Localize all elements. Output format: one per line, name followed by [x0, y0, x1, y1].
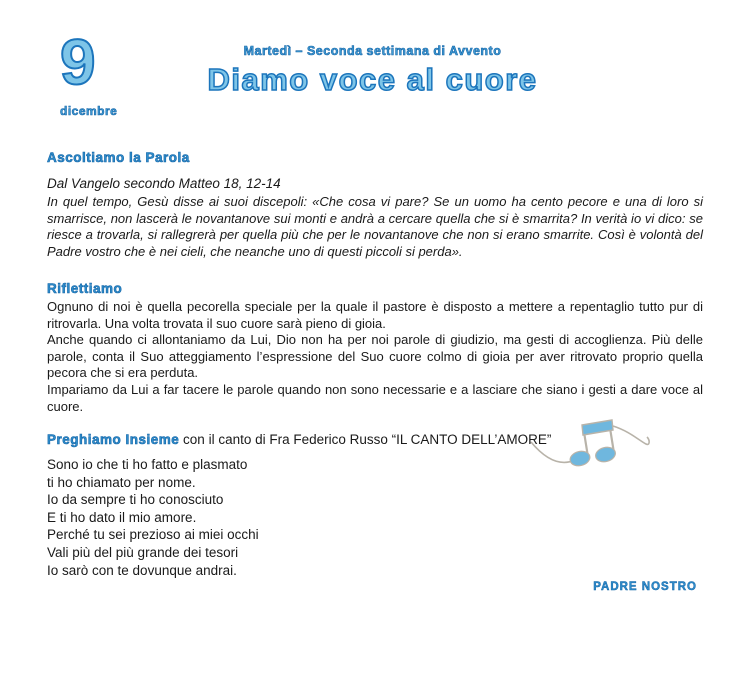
prayer-intro-text: con il canto di Fra Federico Russo “IL CANTO DELL’AMORE”	[179, 432, 552, 447]
closing-prayer-label: PADRE NOSTRO	[593, 581, 697, 593]
lyric-line: Io da sempre ti ho conosciuto	[47, 492, 224, 508]
reflection-paragraph: Ognuno di noi è quella pecorella speciale per la quale il pastore è disposto a mettere a repentaglio tutto pur di ritrovarla. Una volta trovata il suo cuore sarà pieno di gioia.	[47, 299, 703, 331]
section-heading-ascoltiamo: Ascoltiamo la Parola	[47, 150, 190, 165]
reflection-text	[47, 299, 703, 415]
lyric-line: Io sarò con te dovunque andrai.	[47, 562, 237, 578]
reflection-paragraph: Anche quando ci allontaniamo da Lui, Dio non ha per noi parole di giudizio, ma gesti di accoglienza. Più delle parole, conta il Suo atteggiamento l’espressione del Suo cuore colmo di gioia per aver ritrovato proprio quella pecora che si era perduta.	[47, 332, 703, 381]
date-day: 9	[60, 26, 96, 98]
page-title: Diamo voce al cuore	[207, 62, 538, 97]
date-month: dicembre	[60, 104, 118, 118]
eighth-notes-icon	[515, 400, 685, 480]
gospel-text: In quel tempo, Gesù disse ai suoi discepoli: «Che cosa vi pare? Se un uomo ha cento pecore e una di loro si smarrisce, non lascerà le novantanove sui monti e andrà a cercare quella che si è smarrita? In verità io vi dico: se riesce a trovarla, si rallegrerà per quella più che per le novantanove che non si erano smarrite. Così è volontà del Padre vostro che è nei cieli, che neanche uno di questi piccoli si perda».	[47, 194, 703, 259]
weekday-kicker: Martedì – Seconda settimana di Avvento	[243, 44, 502, 58]
lyric-line: Sono io che ti ho fatto e plasmato	[47, 457, 248, 472]
reflection-paragraph: Impariamo da Lui a far tacere le parole quando non sono necessarie e a lasciare che siano i gesti a dare voce al cuore.	[47, 381, 703, 414]
section-heading-preghiamo: Preghiamo Insieme	[47, 432, 180, 447]
section-heading-riflettiamo: Riflettiamo	[47, 281, 123, 296]
lyric-line: ti ho chiamato per nome.	[47, 474, 196, 490]
lyric-line: Perché tu sei prezioso ai miei occhi	[47, 527, 259, 543]
gospel-source: Dal Vangelo secondo Matteo 18, 12-14	[47, 176, 281, 191]
lyric-line: Vali più del più grande dei tesori	[47, 544, 239, 560]
lyric-line: E ti ho dato il mio amore.	[47, 509, 197, 525]
